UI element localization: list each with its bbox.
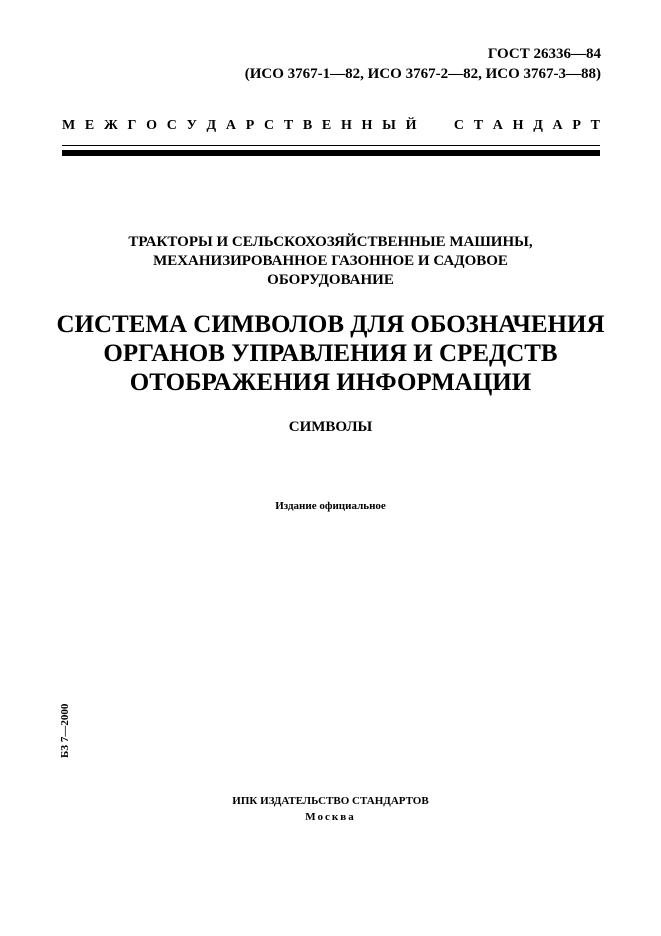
banner-letter: Т — [590, 118, 600, 133]
subject-heading — [40, 233, 621, 290]
banner-letter: А — [225, 118, 237, 133]
banner-letter: Й — [405, 118, 417, 133]
header-rule-thin — [62, 145, 600, 146]
banner-letter: Т — [283, 118, 294, 133]
banner-letter: В — [302, 118, 313, 133]
banner-letter: Е — [321, 118, 332, 133]
banner-letter: Н — [361, 118, 373, 133]
title-line: СИСТЕМА СИМВОЛОВ ДЛЯ ОБОЗНАЧЕНИЯ — [56, 311, 605, 338]
banner-letter: Н — [340, 118, 352, 133]
banner-letter: Е — [84, 118, 95, 133]
banner-letter: Н — [512, 118, 524, 133]
banner-letter: Ж — [103, 118, 118, 133]
publisher-city: Москва — [305, 811, 356, 823]
document-subtitle: СИМВОЛЫ — [288, 419, 373, 435]
title-line: ОТОБРАЖЕНИЯ ИНФОРМАЦИИ — [129, 369, 532, 396]
banner-letter: С — [263, 118, 275, 133]
banner-word-gap — [426, 118, 444, 134]
banner-letter: Г — [127, 118, 137, 133]
iso-references: (ИСО 3767-1—82, ИСО 3767-2—82, ИСО 3767-3—88) — [244, 66, 601, 82]
banner-letter: Р — [245, 118, 255, 133]
side-catalog-code: БЗ 7—2000 — [59, 703, 71, 758]
document-title — [30, 310, 631, 397]
banner-letter: О — [146, 118, 158, 133]
banner-letter: С — [453, 118, 465, 133]
banner-letter: Д — [206, 118, 217, 133]
interstate-standard-banner — [62, 118, 600, 134]
banner-letter: Р — [572, 118, 581, 133]
banner-letter: Т — [473, 118, 484, 133]
header-rule-thick — [62, 150, 600, 156]
banner-letter: А — [492, 118, 503, 133]
subject-line: ОБОРУДОВАНИЕ — [267, 272, 394, 288]
banner-letter: У — [186, 118, 197, 133]
banner-letter: С — [166, 118, 177, 133]
official-edition-note: Издание официальное — [275, 500, 386, 512]
banner-letter: А — [552, 118, 563, 133]
subject-line: ТРАКТОРЫ И СЕЛЬСКОХОЗЯЙСТВЕННЫЕ МАШИНЫ, — [128, 234, 533, 250]
subject-line: МЕХАНИЗИРОВАННОЕ ГАЗОННОЕ И САДОВОЕ — [153, 253, 508, 269]
title-line: ОРГАНОВ УПРАВЛЕНИЯ И СРЕДСТВ — [103, 340, 558, 367]
banner-letter: Д — [533, 118, 543, 133]
banner-letter: Ы — [382, 118, 396, 133]
gost-number: ГОСТ 26336—84 — [487, 46, 601, 62]
publisher-name: ИПК ИЗДАТЕЛЬСТВО СТАНДАРТОВ — [232, 795, 429, 807]
banner-letter: М — [62, 118, 76, 133]
